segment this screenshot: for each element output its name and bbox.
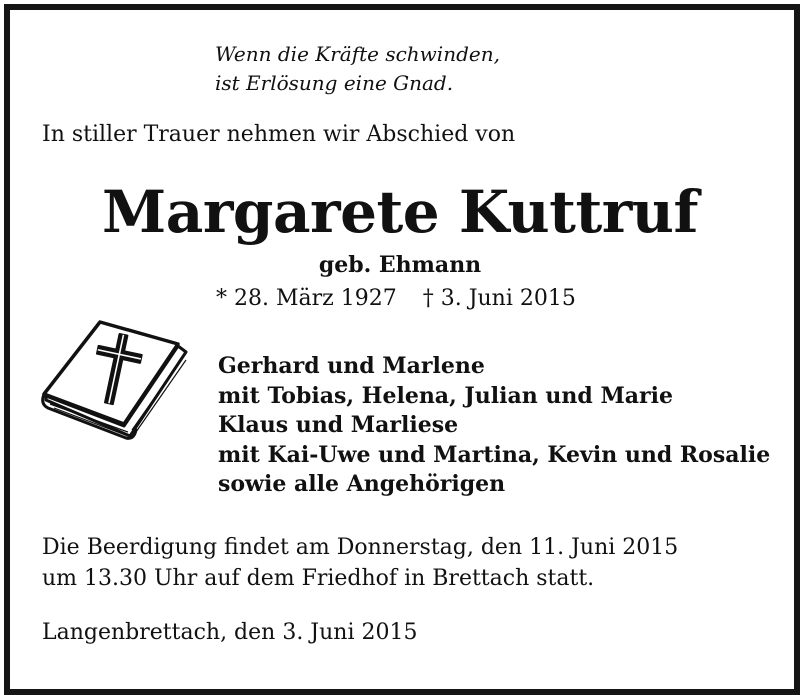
intro-text: In stiller Trauer nehmen wir Abschied von	[42, 122, 516, 147]
mourner-line: Klaus und Marliese	[218, 412, 459, 438]
life-dates	[216, 286, 576, 311]
maiden-name: geb. Ehmann	[318, 252, 482, 278]
deceased-name: Margarete Kuttruf	[102, 178, 698, 246]
place-and-date: Langenbrettach, den 3. Juni 2015	[42, 620, 418, 645]
mourner-line: mit Tobias, Helena, Julian und Marie	[218, 382, 673, 409]
birth-date: * 28. März 1927	[216, 286, 397, 311]
funeral-notice-line-2: um 13.30 Uhr auf dem Friedhof in Brettach statt.	[42, 566, 595, 591]
funeral-notice-line-1: Die Beerdigung findet am Donnerstag, den 11. Juni 2015	[42, 535, 679, 560]
mourner-line: Gerhard und Marlene	[218, 353, 485, 379]
motto-line-2: ist Erlösung eine Gnad.	[215, 71, 454, 95]
mourners-list	[218, 352, 770, 500]
bible-with-cross-icon	[38, 318, 193, 447]
funeral-notice	[42, 532, 678, 594]
motto	[215, 40, 500, 98]
motto-line-1: Wenn die Kräfte schwinden,	[215, 42, 500, 66]
mourner-line: mit Kai-Uwe und Martina, Kevin und Rosalie	[218, 441, 771, 468]
mourner-line: sowie alle Angehörigen	[218, 471, 506, 497]
death-date: † 3. Juni 2015	[422, 286, 576, 311]
